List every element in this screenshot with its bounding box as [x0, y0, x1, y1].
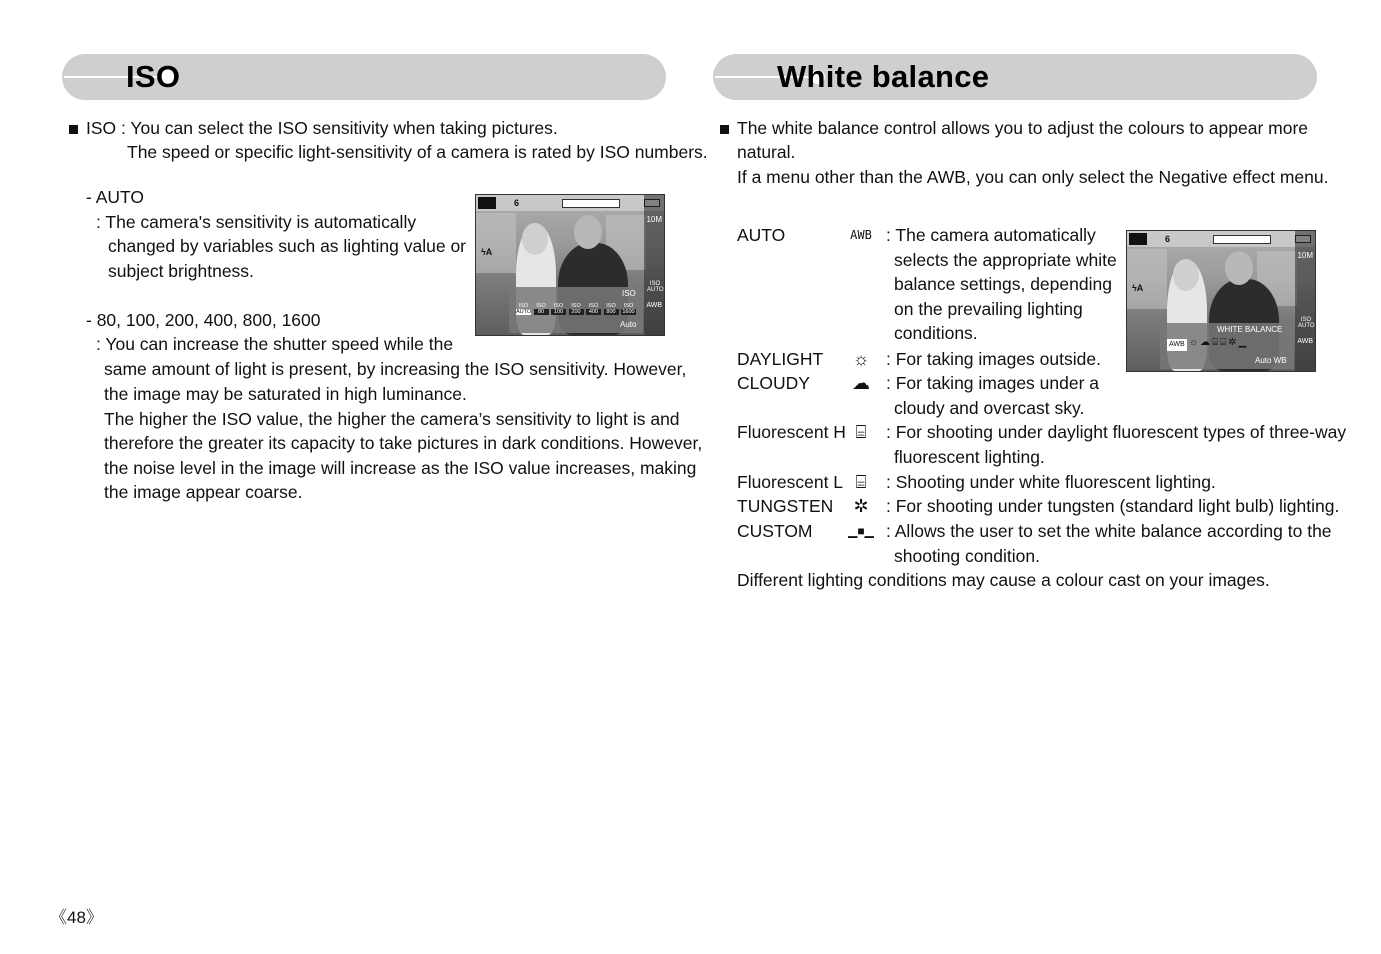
- iso-intro-line1: ISO : You can select the ISO sensitivity when taking pictures.: [86, 118, 558, 138]
- wb-mode-description: : For taking images under a: [886, 373, 1100, 393]
- wb-mode-name: Fluorescent L: [737, 472, 844, 492]
- shot-count: 6: [1165, 234, 1171, 244]
- iso-values-text: : You can increase the shutter speed while the: [96, 334, 454, 354]
- wb-mode-description: : Shooting under white fluorescent lighting.: [886, 472, 1216, 492]
- flash-auto-icon: ϟA: [1132, 283, 1144, 293]
- iso-option-80: [534, 303, 549, 315]
- camera-mode-icon: [478, 197, 496, 209]
- wb-camera-screen: [1126, 230, 1316, 372]
- iso-option-prefix: ISO: [606, 303, 616, 309]
- building-backdrop: [1127, 249, 1167, 309]
- wb-title: White balance: [777, 59, 990, 94]
- iso-auto-text: changed by variables such as lighting value or: [108, 236, 466, 256]
- zoom-bar: [562, 199, 620, 208]
- iso-selected-label: Auto: [620, 320, 637, 329]
- wb-icons-row: ☼☁⌸⌸✲▁: [1189, 337, 1249, 348]
- fluorescent-h-icon: ⌸: [855, 422, 867, 442]
- wb-mode-description: selects the appropriate white: [894, 249, 1117, 270]
- iso-values-text: the noise level in the image will increase as the ISO value increases, making: [104, 458, 697, 478]
- zoom-bar: [1213, 235, 1271, 244]
- wb-mode-description: cloudy and overcast sky.: [894, 397, 1085, 418]
- iso-option-800: [604, 303, 619, 315]
- awb-label: AWB: [1297, 338, 1313, 345]
- wb-mode-description: : For shooting under tungsten (standard light bulb) lighting.: [886, 496, 1340, 516]
- bride-head: [1173, 259, 1199, 291]
- cloud-icon: ☁: [852, 373, 870, 393]
- iso-section-header: [62, 54, 666, 100]
- wb-mode-name: DAYLIGHT: [737, 349, 824, 369]
- wb-mode-description: : For taking images outside.: [886, 349, 1101, 369]
- iso-auto-text: subject brightness.: [108, 261, 254, 281]
- iso-auto-heading: - AUTO: [86, 187, 145, 207]
- iso-menu-label: ISO: [622, 289, 636, 298]
- iso-values-text: The higher the ISO value, the higher the camera’s sensitivity to light is and: [104, 409, 680, 429]
- camera-mode-icon: [1129, 233, 1147, 245]
- iso-option-value: 80: [534, 309, 549, 315]
- wb-mode-description: : The camera automatically: [886, 225, 1096, 245]
- iso-option-value: 100: [551, 309, 566, 315]
- wb-intro-line2: natural.: [737, 142, 796, 162]
- iso-option-200: [569, 303, 584, 315]
- wb-mode-description: balance settings, depending: [894, 274, 1112, 295]
- awb-icon: AWB: [850, 228, 872, 242]
- awb-selected-box: AWB: [1167, 339, 1187, 351]
- iso-title: ISO: [126, 59, 181, 94]
- iso-option-prefix: ISO: [588, 303, 599, 309]
- resolution-label: 10M: [646, 215, 662, 224]
- wb-mode-name: AUTO: [737, 225, 786, 245]
- wb-mode-name: Fluorescent H: [737, 422, 846, 442]
- bride-head: [522, 223, 548, 255]
- iso-option-1600: [621, 303, 636, 315]
- iso-camera-screen: [475, 194, 665, 336]
- wb-mode-description: fluorescent lighting.: [894, 446, 1045, 467]
- iso-option-prefix: ISO: [553, 303, 564, 309]
- iso-option-400: [586, 303, 601, 315]
- wb-mode-description: : For shooting under daylight fluorescent types of three-way: [886, 422, 1347, 442]
- iso-values-text: the image may be saturated in high luminance.: [104, 384, 467, 404]
- groom-head: [1225, 251, 1253, 285]
- shot-count: 6: [514, 198, 520, 208]
- iso-option-100: [551, 303, 566, 315]
- iso-option-prefix: ISO: [571, 303, 581, 309]
- iso-auto-label: ISO AUTO: [1298, 317, 1315, 329]
- iso-auto-text: : The camera's sensitivity is automatically: [96, 212, 417, 232]
- wb-intro-line1: The white balance control allows you to adjust the colours to appear more: [737, 118, 1309, 138]
- iso-option-auto: [516, 303, 531, 315]
- wb-mode-description: conditions.: [894, 323, 978, 344]
- tungsten-bulb-icon: ✲: [853, 496, 869, 516]
- iso-intro-line2: The speed or specific light-sensitivity of a camera is rated by ISO numbers.: [127, 142, 708, 162]
- sun-icon: ☼: [852, 349, 870, 369]
- building-backdrop: [476, 213, 516, 273]
- wb-mode-description: : Allows the user to set the white balance according to the: [886, 521, 1332, 541]
- page-number: 《48》: [50, 908, 103, 927]
- wb-mode-name: CLOUDY: [737, 373, 810, 393]
- wb-selected-label: Auto WB: [1255, 356, 1287, 365]
- wb-section-header: [713, 54, 1317, 100]
- iso-option-value: 400: [586, 309, 601, 315]
- iso-option-prefix: ISO: [623, 303, 634, 309]
- bullet-square-icon: [720, 125, 729, 134]
- iso-values-text: same amount of light is present, by increasing the ISO sensitivity. However,: [104, 359, 687, 379]
- iso-values-text: the image appear coarse.: [104, 482, 303, 502]
- iso-option-prefix: ISO: [536, 303, 546, 309]
- wb-intro-line3: If a menu other than the AWB, you can only select the Negative effect menu.: [737, 167, 1329, 187]
- resolution-label: 10M: [1297, 251, 1313, 260]
- iso-values-heading: - 80, 100, 200, 400, 800, 1600: [86, 310, 321, 330]
- bullet-square-icon: [69, 125, 78, 134]
- wb-footer: Different lighting conditions may cause a colour cast on your images.: [737, 570, 1270, 590]
- wb-mode-name: TUNGSTEN: [737, 496, 834, 516]
- wb-mode-description: on the prevailing lighting: [894, 298, 1083, 319]
- fluorescent-l-icon: ⌸: [855, 472, 867, 492]
- wb-menu-label: WHITE BALANCE: [1217, 325, 1283, 334]
- iso-auto-label: ISO AUTO: [647, 281, 664, 293]
- iso-option-value: 800: [604, 309, 619, 315]
- wb-mode-description: shooting condition.: [894, 545, 1040, 566]
- groom-head: [574, 215, 602, 249]
- iso-option-value: 1600: [622, 309, 635, 315]
- iso-option-prefix: ISO: [518, 303, 529, 309]
- flash-auto-icon: ϟA: [481, 247, 493, 257]
- iso-values-text: therefore the greater its capacity to take pictures in dark conditions. However,: [104, 433, 703, 453]
- iso-option-value: AUTO: [516, 309, 532, 315]
- iso-option-value: 200: [569, 309, 584, 315]
- custom-wb-icon: ▁■▁: [848, 524, 874, 538]
- wb-mode-name: CUSTOM: [737, 521, 813, 541]
- awb-label: AWB: [646, 302, 662, 309]
